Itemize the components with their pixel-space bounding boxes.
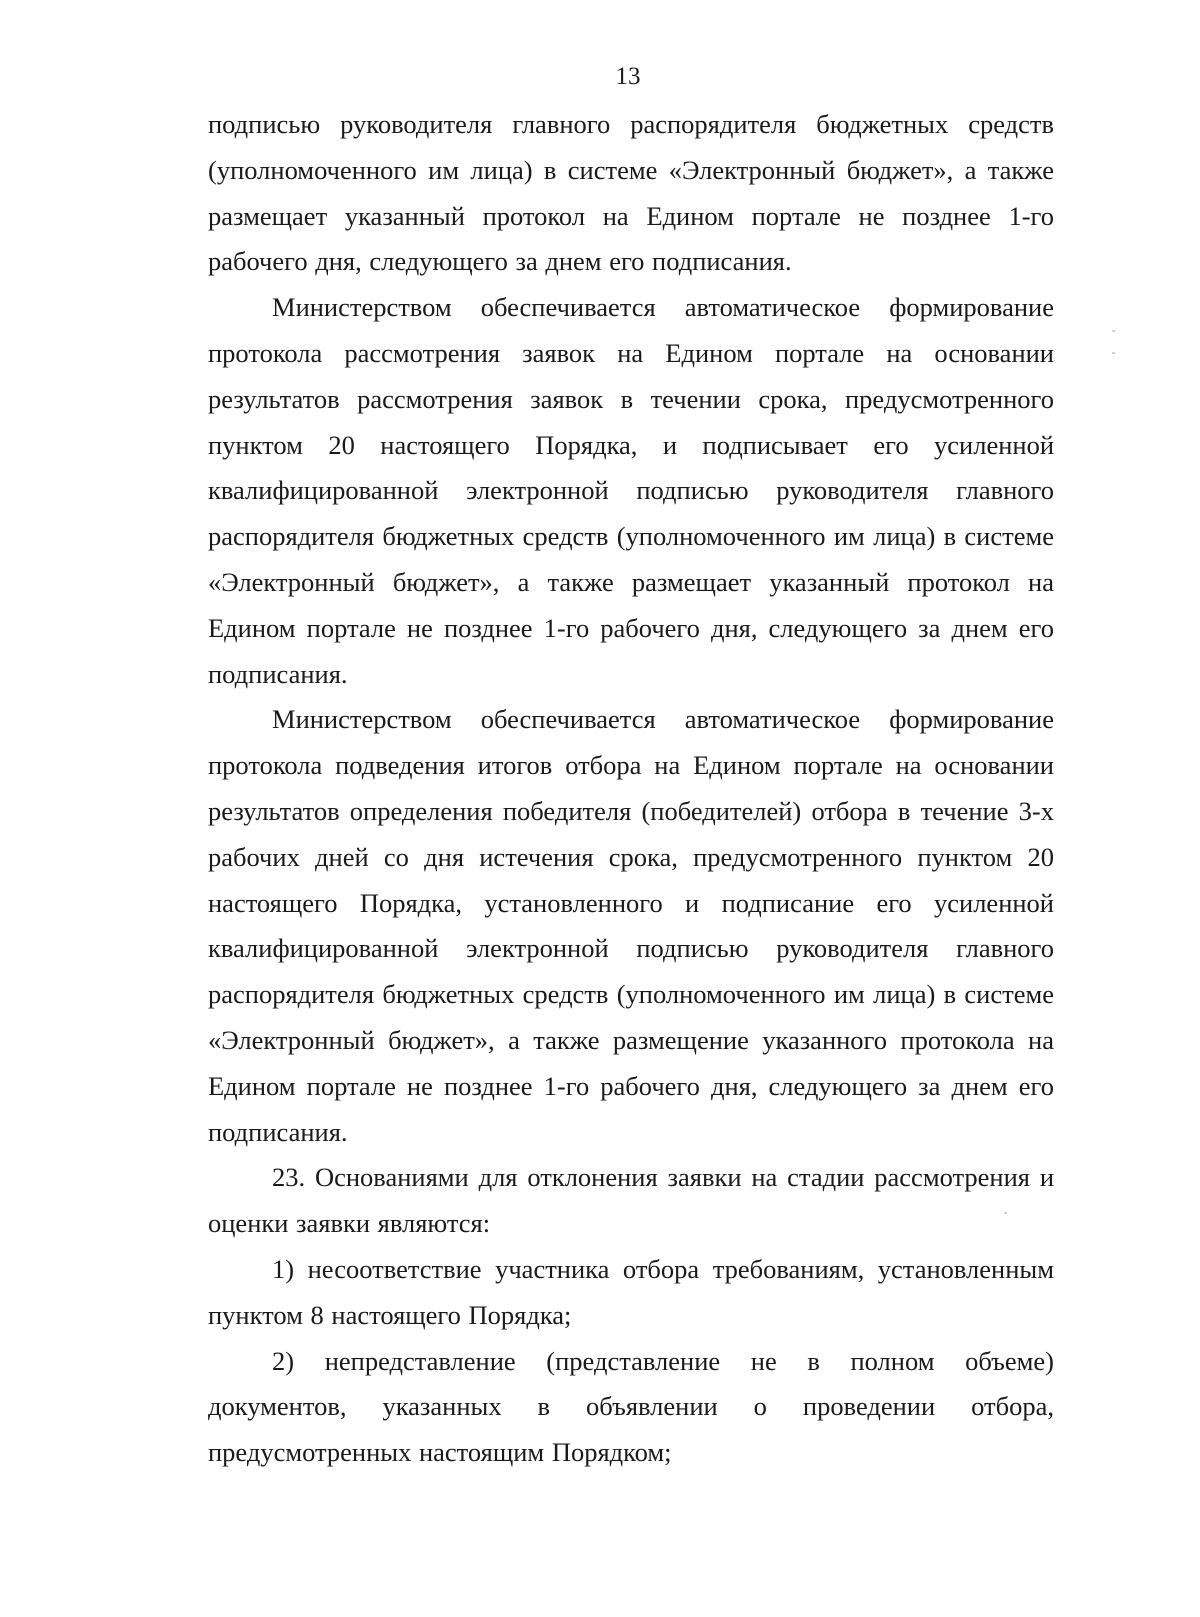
paragraph-review-protocol: Министерством обеспечивается автоматическое формирование протокола рассмотрения заявок на Едином портале на основании результатов рассмотрения заявок в течении срока, предусмотренного пунктом 20 настоящего Порядка, и подписывает его усиленной квалифицированной электронной подписью руководителя главного распорядителя бюджетных средств (уполномоченного им лица) в системе «Электронный бюджет», а также размещает указанный протокол на Едином портале не позднее 1-го рабочего дня, следующего за днем его подписания. — [208, 292, 1054, 689]
paragraph-results-protocol: Министерством обеспечивается автоматическое формирование протокола подведения итогов отбора на Едином портале на основании результатов определения победителя (победителей) отбора в течение 3-х рабочих дней со дня истечения срока, предусмотренного пунктом 20 настоящего Порядка, установленного и подписание его усиленной квалифицированной электронной подписью руководителя главного распорядителя бюджетных средств (уполномоченного им лица) в системе «Электронный бюджет», а также размещение указанного протокола на Едином портале не позднее 1-го рабочего дня, следующего за днем его подписания. — [208, 704, 1054, 1147]
paragraph-continuation: подписью руководителя главного распорядителя бюджетных средств (уполномоченного им лица) в системе «Электронный бюджет», а также размещает указанный протокол на Едином портале не позднее 1-го рабочего дня, следующего за днем его подписания. — [208, 109, 1054, 277]
paragraph-item-23: 23. Основаниями для отклонения заявки на стадии рассмотрения и оценки заявки являются: — [208, 1162, 1054, 1239]
scan-speck — [1112, 352, 1115, 354]
list-item-1: 1) несоответствие участника отбора требованиям, установленным пунктом 8 настоящего Порядка; — [208, 1253, 1054, 1330]
page-number: 13 — [615, 63, 641, 90]
list-item-2: 2) непредставление (представление не в полном объеме) документов, указанных в объявлении о проведении отбора, предусмотренных настоящим Порядком; — [208, 1345, 1054, 1468]
scan-speck — [1112, 330, 1115, 332]
scan-speck — [1004, 1212, 1007, 1214]
document-body — [208, 102, 1054, 1476]
